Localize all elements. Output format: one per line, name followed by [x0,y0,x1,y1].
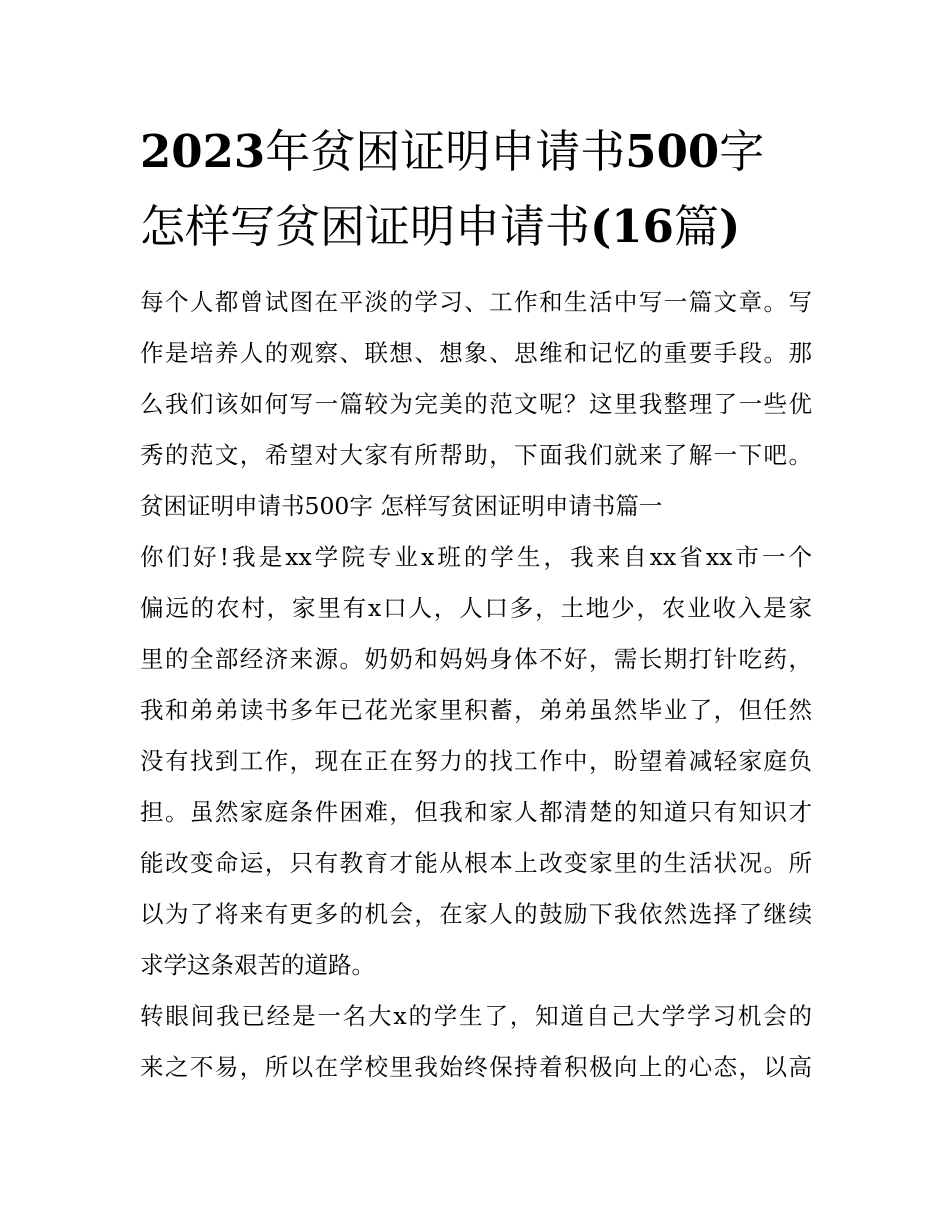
text-line: 作是培养人的观察、联想、想象、思维和记忆的重要手段。那 [140,339,812,367]
title-line-2 [140,189,812,264]
title-year: 2023 [140,125,266,178]
text-line: 能改变命运，只有教育才能从根本上改变家里的生活状况。所 [140,849,812,877]
paragraph-intro [140,282,812,486]
title-line-1 [140,114,812,189]
text-line: 求学这条艰苦的道路。 [140,951,375,979]
paragraph-body-2 [140,996,812,1098]
text-line: 贫困证明申请书500字 怎样写贫困证明申请书篇一 [140,492,663,520]
title-paren: ) [718,200,741,253]
document-title [140,114,812,264]
text-line: 没有找到工作，现在正在努力的找工作中，盼望着减轻家庭负 [140,747,812,775]
text-line: 以为了将来有更多的机会，在家人的鼓励下我依然选择了继续 [140,900,812,928]
text-line: 秀的范文，希望对大家有所帮助，下面我们就来了解一下吧。 [140,441,812,469]
text-line: 里的全部经济来源。奶奶和妈妈身体不好，需长期打针吃药， [140,645,812,673]
paragraph-body-1 [140,537,812,996]
title-count: (16 [590,200,674,253]
text-line: 我和弟弟读书多年已花光家里积蓄，弟弟虽然毕业了，但任然 [140,696,812,724]
section-heading [140,486,812,537]
text-line: 偏远的农村，家里有x口人，人口多，土地少，农业收入是家 [140,594,812,622]
text-line: 来之不易，所以在学校里我始终保持着积极向上的心态，以高 [140,1053,812,1081]
title-text: 篇 [673,200,719,253]
document-body [140,282,812,1098]
title-text: 怎样写贫困证明申请书 [140,200,591,253]
text-line: 担。虽然家庭条件困难，但我和家人都清楚的知道只有知识才 [140,798,812,826]
text-line: 么我们该如何写一篇较为完美的范文呢？这里我整理了一些优 [140,390,812,418]
title-text: 字 [719,125,765,178]
text-line: 每个人都曾试图在平淡的学习、工作和生活中写一篇文章。写 [140,288,812,316]
text-line: 你们好!我是xx学院专业x班的学生，我来自xx省xx市一个 [140,543,812,571]
title-word-count: 500 [625,125,720,178]
text-line: 转眼间我已经是一名大x的学生了，知道自己大学学习机会的 [140,1002,812,1030]
title-text: 年贫困证明申请书 [265,125,626,178]
